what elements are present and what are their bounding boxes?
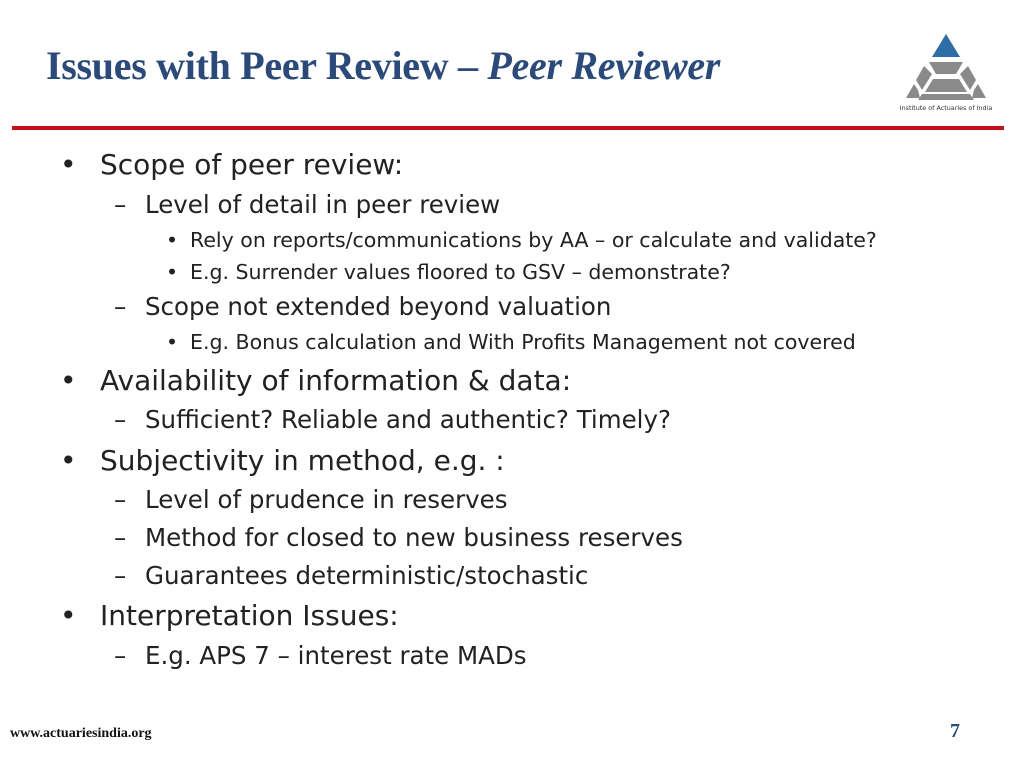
bullet-dot-icon: • [166, 330, 179, 354]
bullet-dot-icon: • [166, 260, 179, 284]
dash-icon: – [114, 405, 127, 434]
bullet-dot-icon: • [166, 228, 179, 252]
dash-icon: – [114, 485, 127, 514]
bullet-scope-text: Scope of peer review: [100, 148, 404, 181]
dash-icon: – [114, 292, 127, 321]
sub-sub-bullet-rely-text: Rely on reports/communications by AA – or calculate and validate? [190, 228, 877, 252]
footer-website-link[interactable]: www.actuariesindia.org [10, 726, 152, 741]
sub-bullet-aps7-text: E.g. APS 7 – interest rate MADs [145, 641, 527, 670]
sub-bullet-prudence-text: Level of prudence in reserves [145, 485, 508, 514]
dash-icon: – [114, 523, 127, 552]
dash-icon: – [114, 641, 127, 670]
sub-bullet-sufficient-text: Sufficient? Reliable and authentic? Timely? [145, 405, 671, 434]
sub-bullet-guarantees-text: Guarantees deterministic/stochastic [145, 561, 589, 590]
sub-sub-bullet-bonus-text: E.g. Bonus calculation and With Profits Management not covered [190, 330, 856, 354]
slide-title-emphasis: Peer Reviewer [487, 43, 721, 88]
page-number: 7 [950, 720, 960, 742]
bullet-dot-icon: • [60, 599, 77, 632]
bullet-subjectivity-text: Subjectivity in method, e.g. : [100, 444, 505, 477]
sub-bullet-closed-new-text: Method for closed to new business reserves [145, 523, 683, 552]
slide-title-main: Issues with Peer Review – [46, 43, 488, 88]
bullet-dot-icon: • [60, 444, 77, 477]
sub-sub-bullet-surrender-text: E.g. Surrender values floored to GSV – demonstrate? [190, 260, 731, 284]
bullet-dot-icon: • [60, 148, 77, 181]
bullet-availability-text: Availability of information & data: [100, 364, 572, 397]
logo-caption: Institute of Actuaries of India [899, 104, 993, 112]
sub-bullet-detail-text: Level of detail in peer review [145, 190, 501, 219]
dash-icon: – [114, 190, 127, 219]
sub-bullet-not-extended-text: Scope not extended beyond valuation [145, 292, 612, 321]
dash-icon: – [114, 561, 127, 590]
bullet-dot-icon: • [60, 364, 77, 397]
bullet-interpretation-text: Interpretation Issues: [100, 599, 399, 632]
